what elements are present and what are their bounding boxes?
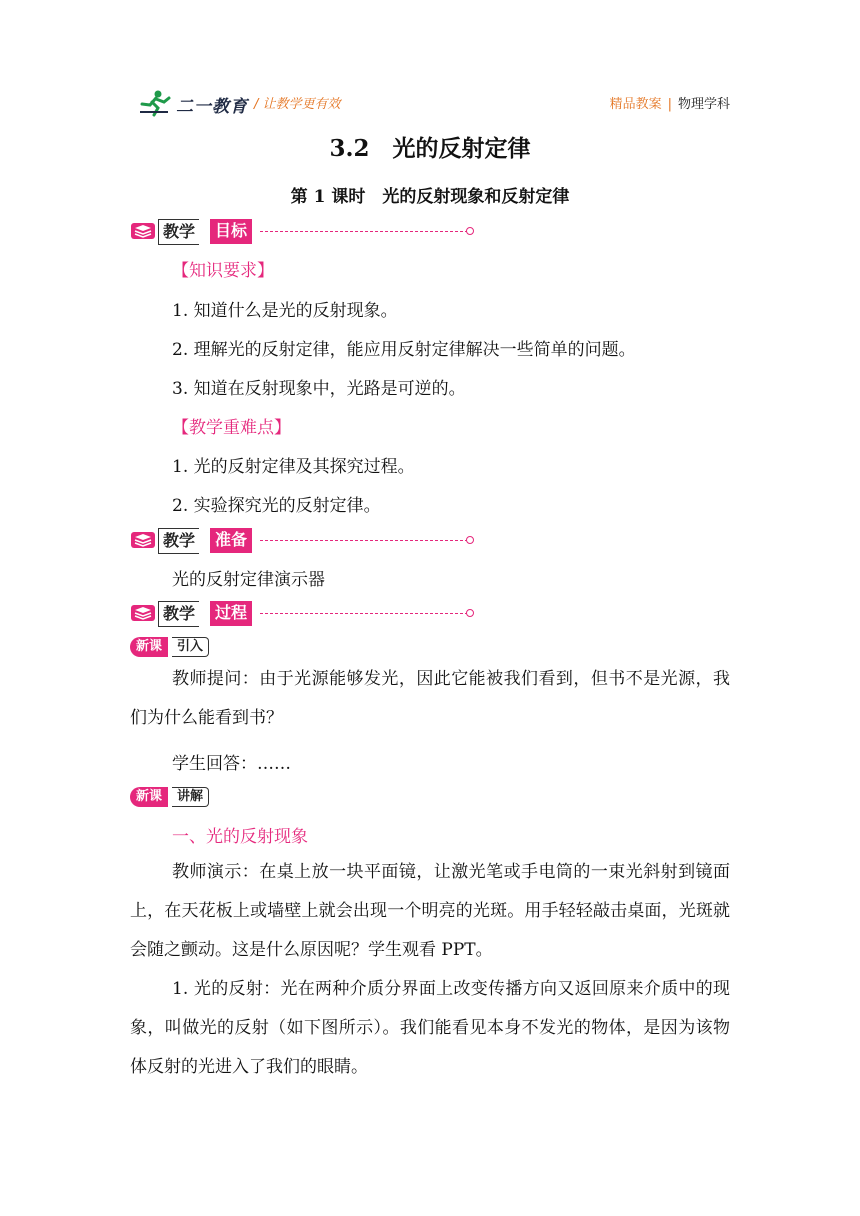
section-process-label-a: 教学 <box>158 601 199 627</box>
section-divider-dot <box>466 609 474 617</box>
knowledge-heading: 【知识要求】 <box>172 261 274 281</box>
section-divider-dot <box>466 227 474 235</box>
section-prep-banner <box>130 527 475 553</box>
header-separator: | <box>667 97 672 112</box>
section-process-label-b: 过程 <box>210 601 252 626</box>
explain-definition: 1. 光的反射：光在两种介质分界面上改变传播方向又返回原来介质中的现象，叫做光的反射（如下图所示）。我们能看见本身不发光的物体，是因为该物体反射的光进入了我们的眼睛。 <box>130 979 730 1077</box>
section-goals-banner <box>130 218 475 244</box>
tag-explain <box>130 787 214 809</box>
key-point-item: 1. 光的反射定律及其探究过程。 <box>172 457 415 477</box>
header-category: 精品教案 <box>609 97 662 112</box>
brand-name: 二一教育 <box>176 97 248 117</box>
knowledge-item: 2. 理解光的反射定律，能应用反射定律解决一些简单的问题。 <box>172 340 636 360</box>
page-subtitle: 第 1 课时 光的反射现象和反射定律 <box>290 187 570 207</box>
header-right <box>610 93 730 112</box>
prep-text: 光的反射定律演示器 <box>172 570 325 590</box>
section-prep-label-b: 准备 <box>210 528 252 553</box>
section-divider <box>260 540 468 541</box>
key-point-item: 2. 实验探究光的反射定律。 <box>172 496 381 516</box>
section-divider <box>260 231 468 232</box>
section-prep-label-a: 教学 <box>158 528 199 554</box>
intro-answer: 学生回答：…… <box>172 754 291 774</box>
brand-logo <box>138 88 258 118</box>
header-subject: 物理学科 <box>677 97 730 112</box>
key-points-heading: 【教学重难点】 <box>172 418 291 438</box>
tag-explain-label-b: 讲解 <box>172 787 209 807</box>
knowledge-item: 3. 知道在反射现象中，光路是可逆的。 <box>172 379 466 399</box>
section-divider-dot <box>466 536 474 544</box>
runner-icon <box>138 88 174 118</box>
section-divider <box>260 613 468 614</box>
explain-demo: 教师演示：在桌上放一块平面镜，让激光笔或手电筒的一束光斜射到镜面上，在天花板上或墙壁上就会出现一个明亮的光斑。用手轻轻敲击桌面，光斑就会随之颤动。这是什么原因呢？学生观看 PPT。 <box>130 862 730 960</box>
section-goals-label-a: 教学 <box>158 219 199 245</box>
knowledge-item: 1. 知道什么是光的反射现象。 <box>172 301 398 321</box>
page-title: 3.2 光的反射定律 <box>329 135 531 162</box>
section-goals-label-b: 目标 <box>210 219 252 244</box>
section-process-banner <box>130 600 475 626</box>
tag-explain-label-a: 新课 <box>130 787 168 807</box>
tag-intro <box>130 637 214 659</box>
book-icon <box>130 530 156 550</box>
page-header <box>130 86 730 120</box>
intro-question: 教师提问：由于光源能够发光，因此它能被我们看到，但书不是光源，我们为什么能看到书？ <box>130 669 730 728</box>
book-icon <box>130 603 156 623</box>
tag-intro-label-a: 新课 <box>130 637 168 657</box>
explain-heading: 一、光的反射现象 <box>172 827 308 847</box>
brand-slogan: / 让教学更有效 <box>254 97 341 112</box>
book-icon <box>130 221 156 241</box>
tag-intro-label-b: 引入 <box>172 637 209 657</box>
